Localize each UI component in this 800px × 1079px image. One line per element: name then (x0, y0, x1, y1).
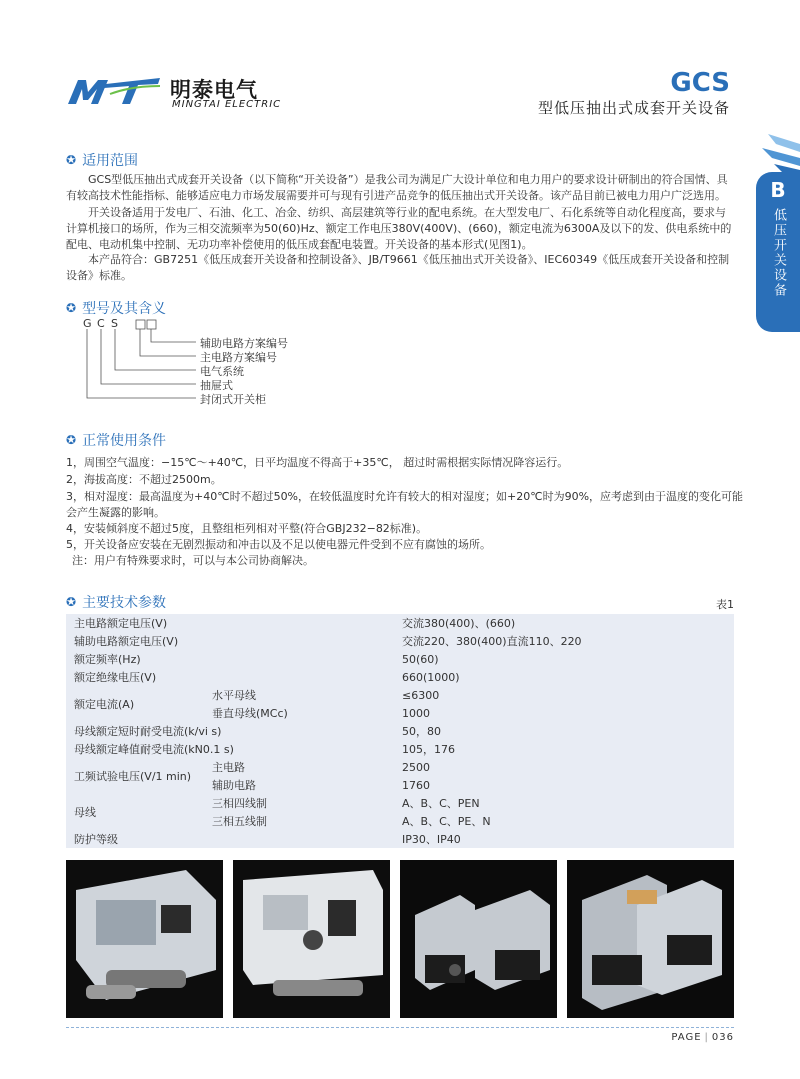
section-title: 主要技术参数 (82, 595, 167, 611)
mt-logo-icon (66, 74, 162, 108)
scope-paragraph-3: 本产品符合：GB7251《低压成套开关设备和控制设备》、JB/T9661《低压抽出式开关设备》、IEC60349《低压成套开关设备和控制设备》标准。 (66, 253, 730, 282)
table-row (66, 830, 734, 848)
page-number: 036 (711, 1032, 734, 1043)
spec-name: 母线额定短时耐受电流(k/vi s) (74, 725, 222, 738)
spec-name: 主电路额定电压(V) (74, 617, 168, 630)
spec-value: 交流220、380(400)直流110、220 (402, 635, 582, 648)
page-label: PAGE (671, 1032, 702, 1043)
condition-item-5: 5，开关设备应安装在无剧烈振动和冲击以及不足以使电器元件受到不应有腐蚀的场所。 (66, 538, 491, 551)
table-row (66, 632, 734, 650)
spec-name: 辅助电路额定电压(V) (74, 635, 179, 648)
brand-logo (66, 72, 306, 112)
spec-value: 1760 (402, 778, 430, 792)
section-title: 正常使用条件 (82, 433, 167, 449)
section-heading-model (66, 298, 166, 318)
section-heading-specs (66, 592, 166, 612)
condition-item-2: 2，海拔高度：不超过2500m。 (66, 473, 222, 486)
star-icon: ✪ (66, 301, 77, 315)
table-row (66, 650, 734, 668)
spec-sub: 辅助电路 (212, 779, 256, 792)
spec-sub: 三相四线制 (212, 797, 267, 810)
condition-note: 注：用户有特殊要求时，可以与本公司协商解决。 (72, 554, 314, 567)
spec-value: 交流380(400)、(660) (402, 617, 516, 630)
spec-value: ≤6300 (402, 688, 440, 702)
condition-item-4: 4，安装倾斜度不超过5度，且整组柜列相对平整(符合GBJ232−82标准)。 (66, 522, 428, 535)
spec-name: 母线 (74, 806, 96, 819)
spec-name: 防护等级 (74, 833, 118, 846)
code-letter-g: G (83, 317, 92, 330)
product-subtitle: 型低压抽出式成套开关设备 (537, 99, 730, 117)
spec-name: 母线额定峰值耐受电流(kN0.1 s) (74, 743, 234, 756)
table-row (66, 686, 734, 704)
table-row (66, 668, 734, 686)
table-row (66, 794, 734, 812)
section-title: 适用范围 (82, 153, 139, 169)
table-row (66, 722, 734, 740)
table-label: 表1 (716, 598, 734, 611)
spec-value: 1000 (402, 706, 430, 720)
spec-sub: 水平母线 (212, 689, 256, 702)
spec-sub: 三相五线制 (212, 815, 267, 828)
model-label-aux-circuit: 辅助电路方案编号 (200, 337, 288, 350)
spec-name: 工频试验电压(V/1 min) (74, 770, 192, 783)
category-side-tab (756, 172, 800, 332)
spec-value: A、B、C、PEN (402, 797, 480, 810)
condition-item-1: 1，周围空气温度：−15℃～+40℃，日平均温度不得高于+35℃， 超过时需根据实际情况降容运行。 (66, 456, 569, 469)
section-heading-scope (66, 150, 138, 170)
product-photo-4 (567, 860, 734, 1018)
brand-name-cn: 明泰电气 (170, 78, 258, 102)
spec-value: 50，80 (402, 725, 441, 738)
section-title: 型号及其含义 (82, 301, 167, 317)
spec-value: 2500 (402, 760, 430, 774)
page-indicator (671, 1032, 734, 1043)
model-label-drawer: 抽屉式 (200, 379, 233, 392)
section-heading-conditions (66, 430, 166, 450)
model-label-main-circuit: 主电路方案编号 (200, 351, 277, 364)
product-photo-3 (400, 860, 557, 1018)
scope-paragraph-1: GCS型低压抽出式成套开关设备（以下简称“开关设备”）是我公司为满足广大设计单位和电力用户的要求设计研制出的符合国情、具有较高技术性能指标、能够适应电力市场发展需要并可与现有引进产品竞争的低压抽出式开关设备。该产品目前已被电力用户广泛选用。 (66, 173, 728, 202)
model-label-enclosed-cabinet: 封闭式开关柜 (200, 393, 266, 406)
spec-sub: 垂直母线(MCc) (212, 707, 288, 720)
condition-item-3: 3，相对湿度：最高温度为+40℃时不超过50%，在较低温度时允许有较大的相对湿度；如+20℃时为90%，应考虑到由于温度的变化可能会产生凝露的影响。 (66, 490, 744, 519)
category-label: 低压开关设备 (771, 208, 786, 298)
category-letter: B (770, 178, 786, 202)
code-letter-c: C (97, 317, 105, 330)
code-letter-s: S (111, 317, 118, 330)
product-title: GCS (670, 68, 730, 98)
product-photo-1 (66, 860, 223, 1018)
table-row (66, 740, 734, 758)
spec-value: A、B、C、PE、N (402, 815, 491, 828)
page-separator: | (704, 1032, 709, 1043)
table-row (66, 614, 734, 632)
model-label-electrical-system: 电气系统 (200, 365, 244, 378)
footer-divider (66, 1027, 734, 1028)
spec-name: 额定频率(Hz) (74, 653, 141, 666)
scope-paragraph-2: 开关设备适用于发电厂、石油、化工、冶金、纺织、高层建筑等行业的配电系统。在大型发电厂、石化系统等自动化程度高，要求与计算机接口的场所，作为三相交流频率为50(60)Hz、额定工作电压380V(400V)、(660)，额定电流为6300A及以下的发、供电系统中的配电、电动机集中控制、无功功率补偿使用的低压成套配电装置。开关设备的基本形式(见图1)。 (66, 206, 732, 251)
spec-value: IP30、IP40 (402, 833, 461, 846)
spec-sub: 主电路 (212, 761, 245, 774)
spec-value: 50(60) (402, 652, 439, 666)
spec-table (66, 614, 734, 848)
spec-value: 105，176 (402, 743, 455, 756)
star-icon: ✪ (66, 433, 77, 447)
star-icon: ✪ (66, 153, 77, 167)
spec-name: 额定绝缘电压(V) (74, 671, 157, 684)
table-row (66, 758, 734, 776)
spec-name: 额定电流(A) (74, 698, 135, 711)
brand-name-en: MINGTAI ELECTRIC (172, 99, 282, 110)
model-code-diagram (66, 318, 366, 418)
star-icon: ✪ (66, 595, 77, 609)
product-photo-2 (233, 860, 390, 1018)
spec-value: 660(1000) (402, 670, 460, 684)
